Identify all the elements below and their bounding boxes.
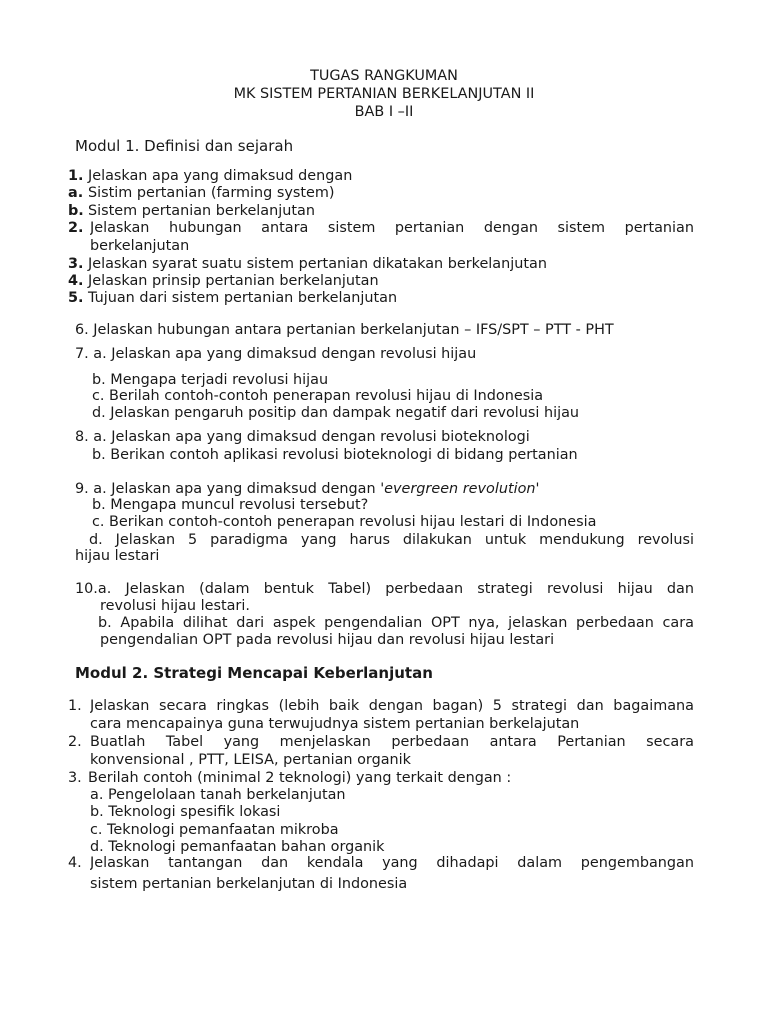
m1-q7d: d. Jelaskan pengaruh positip dan dampak negatif dari revolusi hijau (92, 405, 580, 421)
m1-q1b-num: b. (68, 203, 84, 219)
m1-q10b: b. Apabila dilihat dari aspek pengendalian OPT nya, jelaskan perbedaan cara (98, 615, 694, 631)
m1-q1a-num: a. (68, 185, 84, 201)
m2-q3a: a. Pengelolaan tanah berkelanjutan (90, 787, 346, 803)
m1-q2-num: 2. (68, 220, 84, 236)
m2-q2-text: Buatlah Tabel yang menjelaskan perbedaan antara Pertanian secara (90, 734, 694, 750)
m1-q1-text: Jelaskan apa yang dimaksud dengan (88, 168, 353, 184)
m1-q7c: c. Berilah contoh-contoh penerapan revolusi hijau di Indonesia (92, 388, 544, 404)
m1-q3 (68, 255, 547, 273)
m1-q2-cont: berkelanjutan (90, 238, 190, 254)
m1-q10b-cont: pengendalian OPT pada revolusi hijau dan revolusi hijau lestari (100, 632, 555, 648)
m1-q9a-text: 9. a. Jelaskan apa yang dimaksud dengan (75, 481, 381, 497)
m1-q1 (68, 167, 352, 185)
m1-q9a-italic: 'evergreen revolution' (380, 481, 540, 497)
m2-q1 (68, 697, 694, 715)
m2-q4-num: 4. (68, 855, 82, 871)
title-line-2: MK SISTEM PERTANIAN BERKELANJUTAN II (233, 86, 535, 102)
m1-q5-text: Tujuan dari sistem pertanian berkelanjutan (88, 290, 398, 306)
m1-q3-text: Jelaskan syarat suatu sistem pertanian dikatakan berkelanjutan (88, 256, 547, 272)
m1-q7a: 7. a. Jelaskan apa yang dimaksud dengan revolusi hijau (75, 346, 477, 362)
m1-q4-text: Jelaskan prinsip pertanian berkelanjutan (88, 273, 379, 289)
m1-q8b: b. Berikan contoh aplikasi revolusi bioteknologi di bidang pertanian (92, 447, 578, 463)
m1-q10a-cont: revolusi hijau lestari. (100, 598, 250, 614)
title-line-1: TUGAS RANGKUMAN (310, 68, 458, 84)
m2-q3b: b. Teknologi spesifik lokasi (90, 804, 281, 820)
m2-q3-text: Berilah contoh (minimal 2 teknologi) yang terkait dengan : (88, 770, 512, 786)
m1-q9d-cont: hijau lestari (75, 548, 160, 564)
m2-q1-text: Jelaskan secara ringkas (lebih baik dengan bagan) 5 strategi dan bagaimana (90, 698, 694, 714)
m1-q1-num: 1. (68, 168, 84, 184)
m2-q4-cont: sistem pertanian berkelanjutan di Indonesia (90, 876, 408, 892)
m2-q4 (68, 854, 694, 872)
m2-q2 (68, 733, 694, 751)
m1-q4-num: 4. (68, 273, 84, 289)
m1-q7b: b. Mengapa terjadi revolusi hijau (92, 372, 329, 388)
m1-q8a: 8. a. Jelaskan apa yang dimaksud dengan revolusi bioteknologi (75, 429, 530, 445)
modul-2-title: Modul 2. Strategi Mencapai Keberlanjutan (75, 664, 433, 682)
m1-q3-num: 3. (68, 256, 84, 272)
m1-q5-num: 5. (68, 290, 84, 306)
m1-q2-text: Jelaskan hubungan antara sistem pertanian dengan sistem pertanian (90, 220, 694, 236)
m1-q9b: b. Mengapa muncul revolusi tersebut? (92, 497, 369, 513)
modul-1-title: Modul 1. Definisi dan sejarah (75, 137, 294, 155)
m1-q5 (68, 289, 397, 307)
m2-q3 (68, 769, 511, 787)
m2-q4-text: Jelaskan tantangan dan kendala yang dihadapi dalam pengembangan (90, 855, 694, 871)
m1-q1b (68, 202, 315, 220)
m2-q3d: d. Teknologi pemanfaatan bahan organik (90, 839, 385, 855)
m2-q2-cont: konvensional , PTT, LEISA, pertanian organik (90, 752, 411, 768)
m2-q3c: c. Teknologi pemanfaatan mikroba (90, 822, 339, 838)
m2-q3-num: 3. (68, 770, 82, 786)
m2-q1-num: 1. (68, 698, 82, 714)
m1-q2 (68, 219, 694, 237)
m1-q4 (68, 272, 379, 290)
m1-q1a (68, 184, 335, 202)
m1-q10a: 10.a. Jelaskan (dalam bentuk Tabel) perbedaan strategi revolusi hijau dan (75, 581, 694, 597)
title-line-3: BAB I –II (354, 104, 414, 120)
m1-q9d: d. Jelaskan 5 paradigma yang harus dilakukan untuk mendukung revolusi (89, 532, 694, 548)
m1-q9c: c. Berikan contoh-contoh penerapan revolusi hijau lestari di Indonesia (92, 514, 597, 530)
m2-q1-cont: cara mencapainya guna terwujudnya sistem pertanian berkelajutan (90, 716, 580, 732)
m1-q6: 6. Jelaskan hubungan antara pertanian berkelanjutan – IFS/SPT – PTT - PHT (75, 322, 614, 338)
m1-q1a-text: Sistim pertanian (farming system) (88, 185, 335, 201)
m1-q1b-text: Sistem pertanian berkelanjutan (88, 203, 315, 219)
m2-q2-num: 2. (68, 734, 82, 750)
